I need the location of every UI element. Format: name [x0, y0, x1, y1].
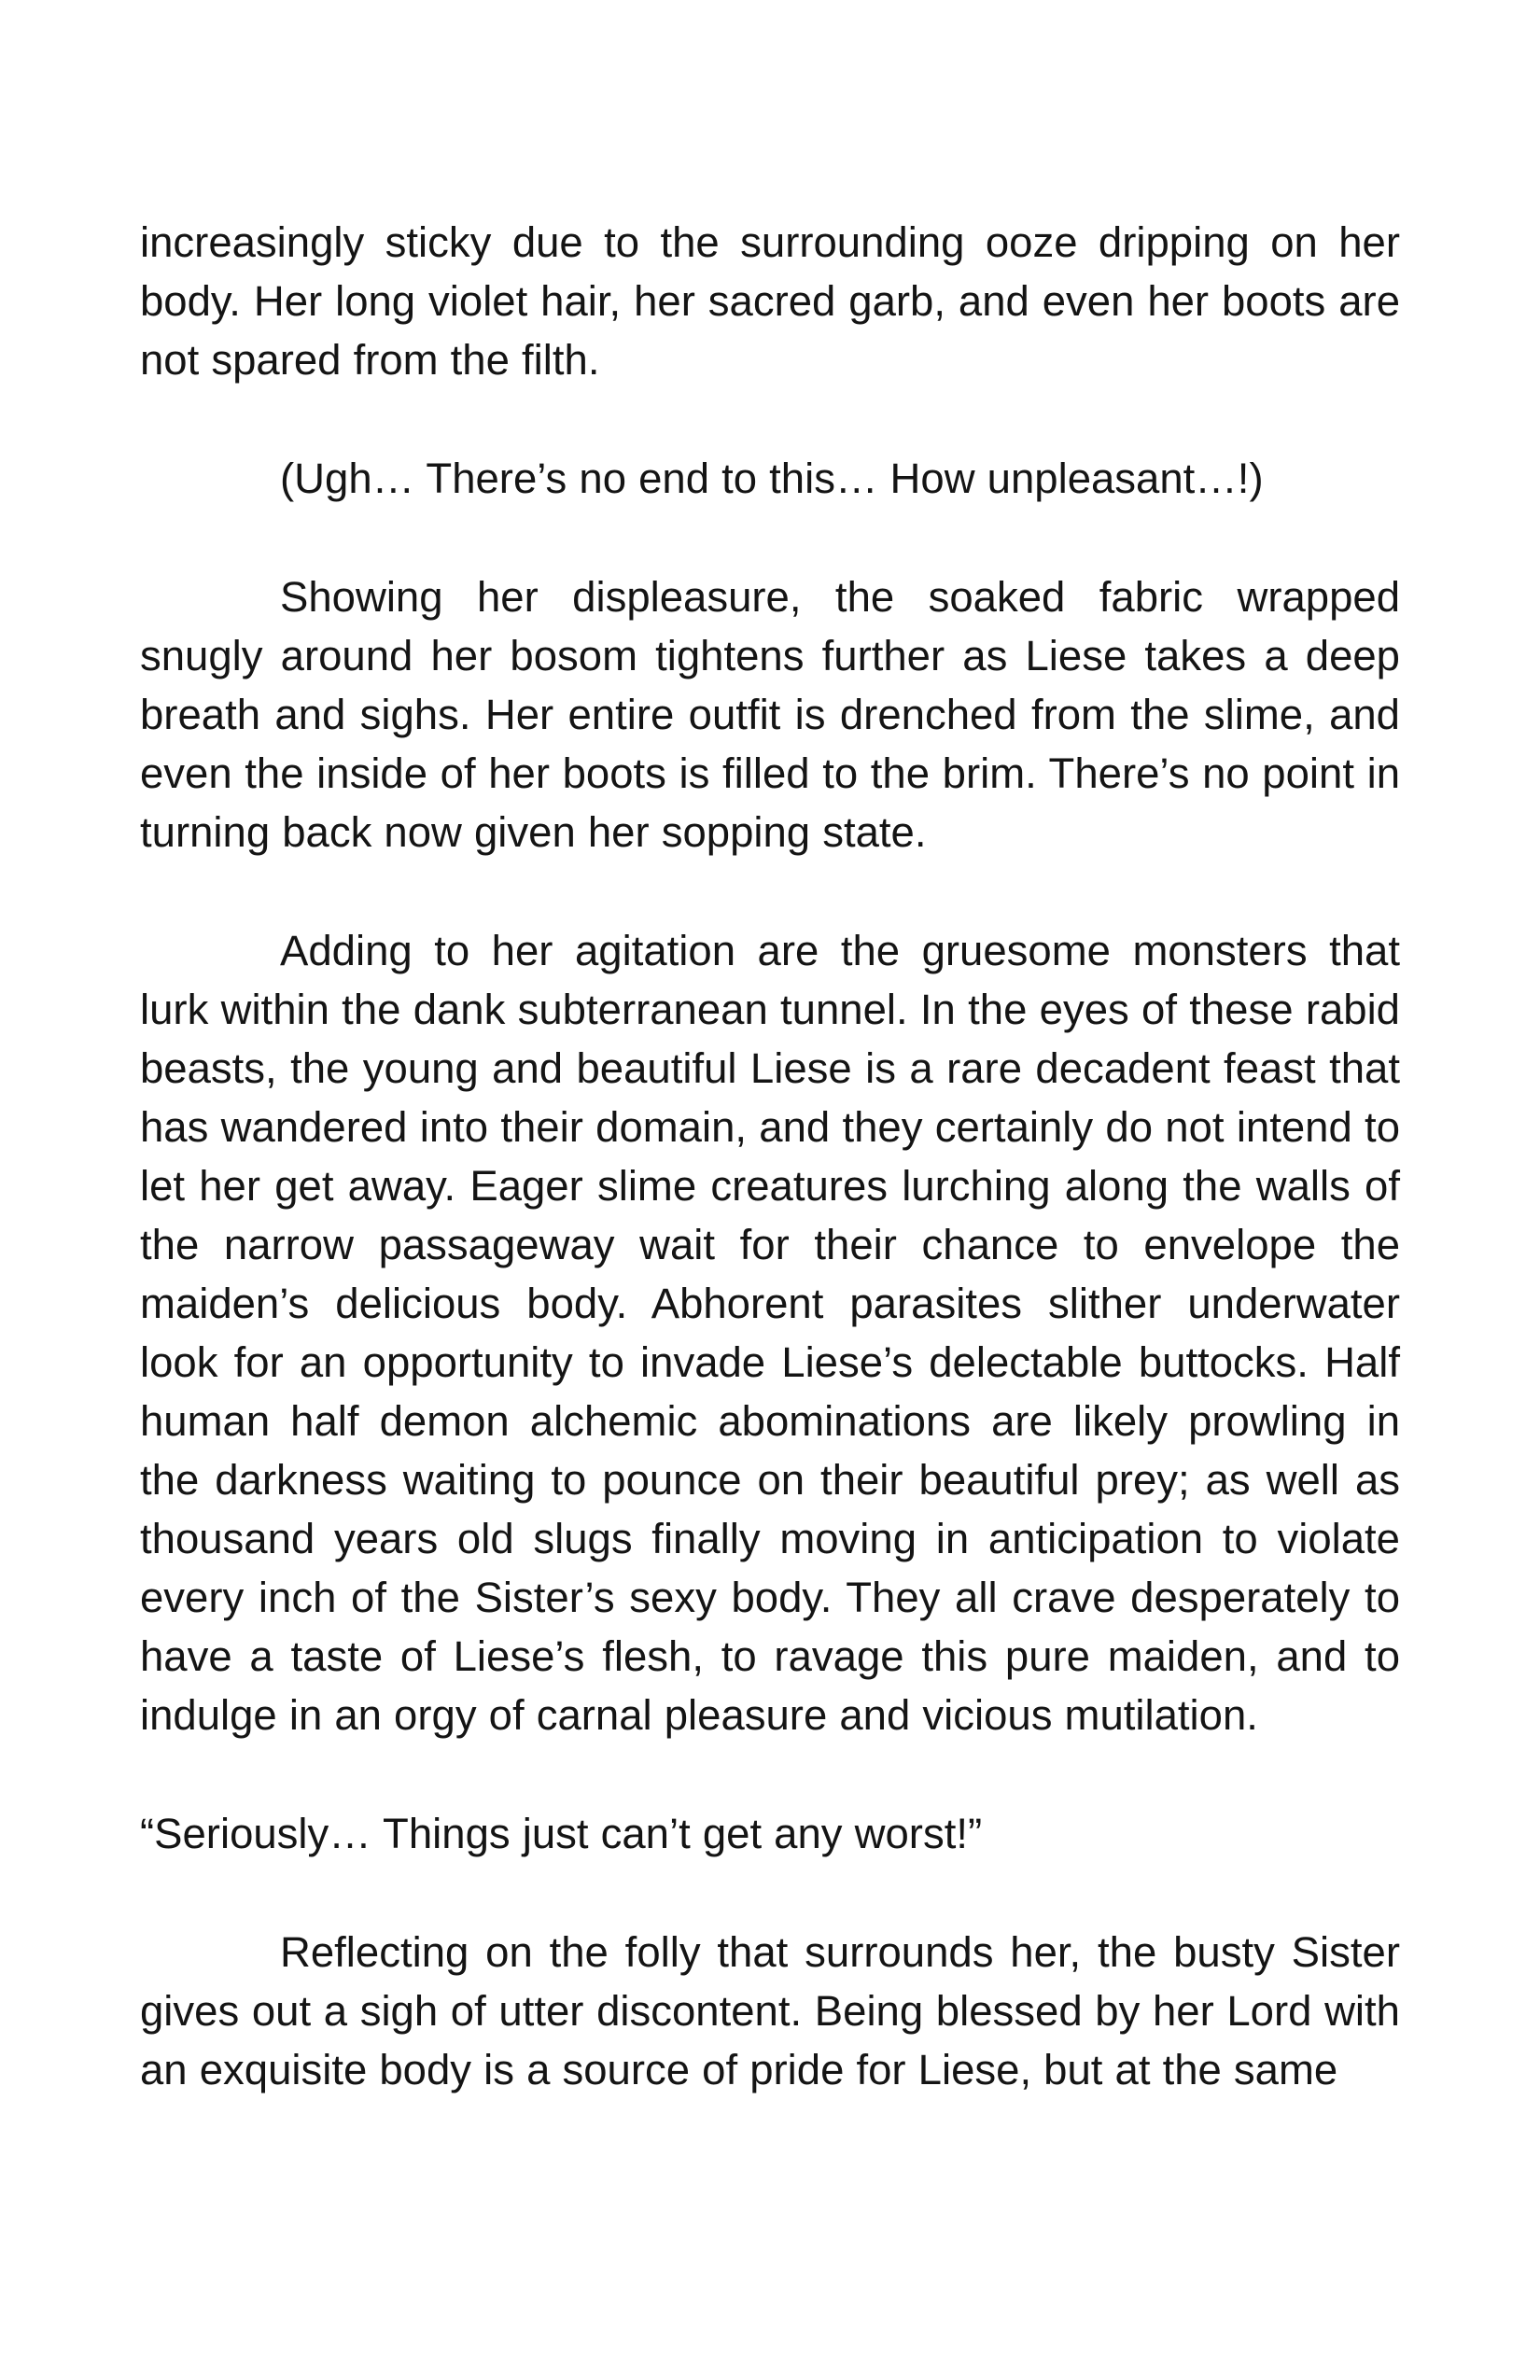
narration-paragraph-continued: increasingly sticky due to the surrounding ooze dripping on her body. Her long violet hair, her sacred garb, and even her boots are not spared from the filth.	[140, 218, 1400, 384]
inner-thought-line: (Ugh… There’s no end to this… How unpleasant…!)	[280, 455, 1264, 502]
narration-paragraph: Adding to her agitation are the gruesome monsters that lurk within the dank subterranean tunnel. In the eyes of these rabid beasts, the young and beautiful Liese is a rare decadent feast that has wandered into their domain, and they certainly do not intend to let her get away. Eager slime creatures lurching along the walls of the narrow passageway wait for their chance to envelope the maiden’s delicious body. Abhorent parasites slither underwater look for an opportunity to invade Liese’s delectable buttocks. Half human half demon alchemic abominations are likely prowling in the darkness waiting to pounce on their beautiful prey; as well as thousand years old slugs finally moving in anticipation to violate every inch of the Sister’s sexy body. They all crave desperately to have a taste of Liese’s flesh, to ravage this pure maiden, and to indulge in an orgy of carnal pleasure and vicious mutilation.	[140, 927, 1400, 1739]
dialogue-line: “Seriously… Things just can’t get any worst!”	[140, 1810, 983, 1857]
narration-paragraph: Showing her displeasure, the soaked fabric wrapped snugly around her bosom tightens further as Liese takes a deep breath and sighs. Her entire outfit is drenched from the slime, and even the inside of her boots is filled to the brim. There’s no point in turning back now given her sopping state.	[140, 573, 1400, 856]
narration-paragraph: Reflecting on the folly that surrounds her, the busty Sister gives out a sigh of utter discontent. Being blessed by her Lord with an exquisite body is a source of pride for Liese, but at the same	[140, 1928, 1400, 2093]
